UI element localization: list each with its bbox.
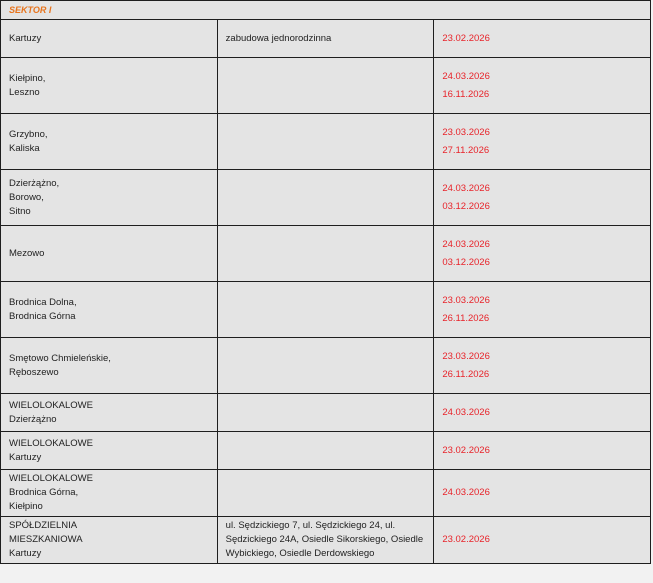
- area-cell: [217, 282, 434, 338]
- location-line: Ręboszewo: [9, 366, 59, 378]
- table-row: [1, 282, 651, 338]
- location-line: Kartuzy: [9, 548, 42, 559]
- location-line: Smętowo Chmieleńskie,: [9, 352, 111, 364]
- location-cell: [1, 170, 218, 226]
- location-line: Kartuzy: [9, 451, 42, 463]
- location-line: SPÓŁDZIELNIA: [9, 520, 78, 531]
- collection-date: 24.03.2026: [442, 406, 490, 418]
- location-cell: [1, 226, 218, 282]
- area-description: ul. Sędzickiego 7, ul. Sędzickiego 24, ul. Sędzickiego 24A, Osiedle Sikorskiego, Osiedle Wybickiego, Osiedle Derdowskiego: [225, 520, 424, 559]
- dates-cell: [434, 226, 651, 282]
- location-line: Sitno: [9, 205, 31, 217]
- location-cell: [1, 58, 218, 114]
- location-cell: [1, 394, 218, 432]
- collection-date: 26.11.2026: [442, 368, 490, 380]
- collection-date: 24.03.2026: [442, 182, 490, 194]
- area-cell: [217, 114, 434, 170]
- location-line: WIELOLOKALOWE: [9, 437, 93, 449]
- area-cell: [217, 432, 434, 470]
- table-row: [1, 470, 651, 517]
- collection-date: 23.03.2026: [442, 126, 490, 138]
- collection-date: 23.02.2026: [442, 444, 490, 456]
- location-line: Kiełpino,: [9, 72, 46, 84]
- table-row: [1, 517, 651, 564]
- table-row: [1, 58, 651, 114]
- area-cell: [217, 226, 434, 282]
- sector-header-row: [1, 1, 651, 20]
- table-row: [1, 226, 651, 282]
- dates-cell: [434, 394, 651, 432]
- area-cell: [217, 170, 434, 226]
- location-cell: [1, 282, 218, 338]
- collection-date: 24.03.2026: [442, 487, 490, 498]
- dates-cell: [434, 517, 651, 564]
- dates-cell: [434, 338, 651, 394]
- collection-date: 23.02.2026: [442, 32, 490, 44]
- table-row: [1, 394, 651, 432]
- collection-date: 24.03.2026: [442, 70, 490, 82]
- table-row: [1, 170, 651, 226]
- location-line: WIELOLOKALOWE: [9, 473, 93, 484]
- location-line: Borowo,: [9, 191, 44, 203]
- table-row: [1, 338, 651, 394]
- collection-date: 26.11.2026: [442, 312, 490, 324]
- dates-cell: [434, 432, 651, 470]
- location-line: Leszno: [9, 86, 40, 98]
- area-cell: [217, 470, 434, 517]
- location-line: Brodnica Górna,: [9, 487, 79, 498]
- location-cell: [1, 114, 218, 170]
- dates-cell: [434, 282, 651, 338]
- dates-cell: [434, 20, 651, 58]
- location-cell: [1, 338, 218, 394]
- dates-cell: [434, 170, 651, 226]
- table-row: [1, 114, 651, 170]
- collection-date: 27.11.2026: [442, 144, 490, 156]
- dates-cell: [434, 58, 651, 114]
- area-description: zabudowa jednorodzinna: [225, 32, 332, 44]
- collection-date: 16.11.2026: [442, 88, 490, 100]
- area-cell: [217, 20, 434, 58]
- collection-date: 23.02.2026: [442, 534, 490, 545]
- location-line: WIELOLOKALOWE: [9, 399, 93, 411]
- table-row: [1, 20, 651, 58]
- location-line: Grzybno,: [9, 128, 48, 140]
- location-line: Brodnica Górna: [9, 310, 76, 322]
- location-cell: [1, 432, 218, 470]
- collection-date: 24.03.2026: [442, 238, 490, 250]
- location-cell: [1, 20, 218, 58]
- location-line: Dzierżążno: [9, 413, 57, 425]
- table-row: [1, 432, 651, 470]
- location-line: Kiełpino: [9, 501, 43, 512]
- area-cell: [217, 338, 434, 394]
- location-line: Brodnica Dolna,: [9, 296, 77, 308]
- location-line: Mezowo: [9, 247, 45, 259]
- location-cell: [1, 517, 218, 564]
- location-line: Kaliska: [9, 142, 40, 154]
- collection-date: 03.12.2026: [442, 200, 490, 212]
- location-line: Dzierżążno,: [9, 177, 60, 189]
- location-cell: [1, 470, 218, 517]
- location-line: Kartuzy: [9, 32, 42, 44]
- location-line: MIESZKANIOWA: [9, 534, 83, 545]
- area-cell: [217, 517, 434, 564]
- collection-date: 23.03.2026: [442, 350, 490, 362]
- sector-title: SEKTOR I: [1, 1, 651, 20]
- dates-cell: [434, 470, 651, 517]
- collection-date: 23.03.2026: [442, 294, 490, 306]
- area-cell: [217, 394, 434, 432]
- dates-cell: [434, 114, 651, 170]
- collection-date: 03.12.2026: [442, 256, 490, 268]
- area-cell: [217, 58, 434, 114]
